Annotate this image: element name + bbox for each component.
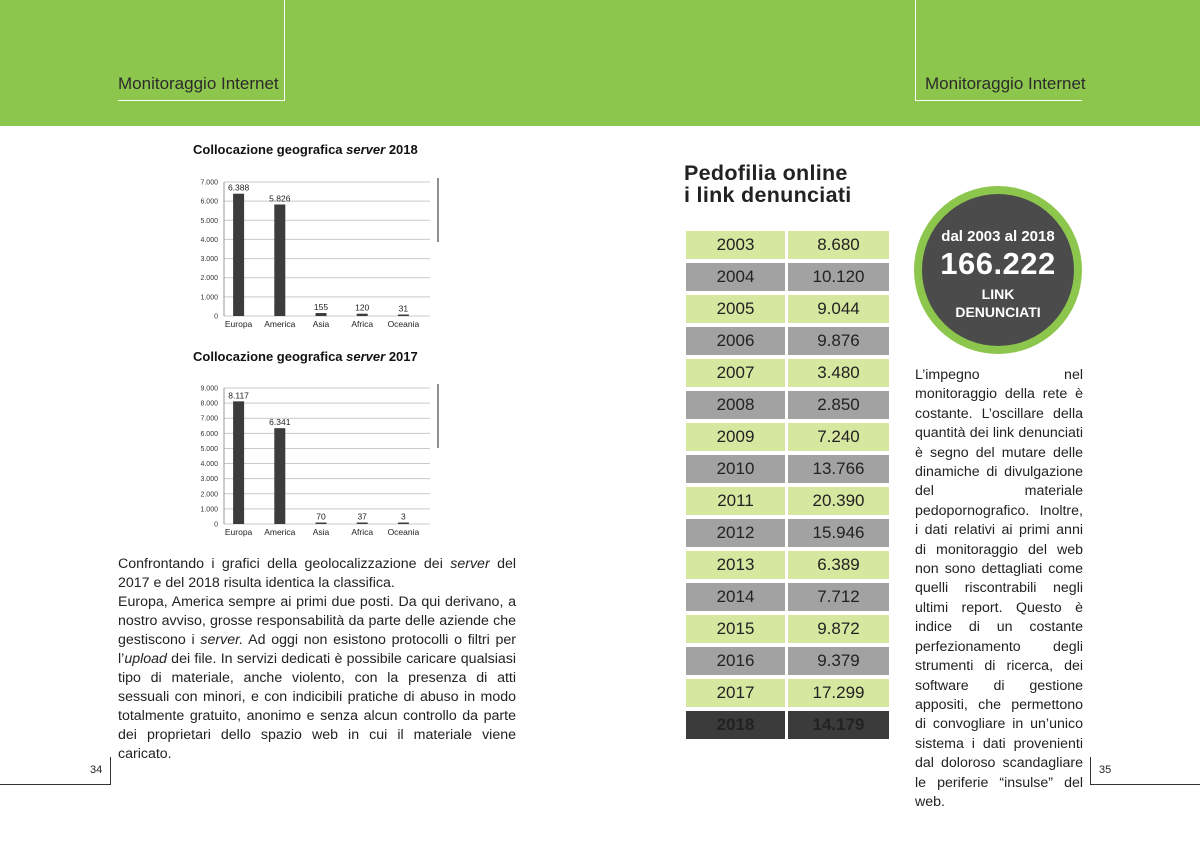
value-cell: 15.946 [788,519,889,547]
right-body-text: L’impegno nel monitoraggio della rete è costante. L’oscillare della quantità dei link denunciati è segno del mutare delle dinamiche di divulgazione del materiale pedopornografico. Inoltre, i dati relativi ai primi anni di monitoraggio del web non sono dettagliati come quelli riscontrabili negli ultimi report. Questo è indice di un costante perfezionamento degli strumenti di ricerca, dei software di gestione appositi, che permettono di convogliare in un’unico sistema i dati provenienti dal doloroso scandagliare le periferie “insulse” del web. [915,367,1083,810]
x-category-label: Africa [351,319,374,329]
value-cell: 7.240 [788,423,889,451]
y-tick-label: 3.000 [200,476,218,484]
year-cell: 2005 [686,295,785,323]
value-cell: 9.044 [788,295,889,323]
total-badge [914,186,1082,354]
footer-rule-left [0,784,110,785]
year-cell: 2018 [686,711,785,739]
y-tick-label: 7.000 [200,179,218,187]
value-cell: 13.766 [788,455,889,483]
links-table [683,227,892,743]
value-cell: 10.120 [788,263,889,291]
year-cell: 2013 [686,551,785,579]
table-row [686,263,889,291]
bar [316,313,327,316]
value-cell: 17.299 [788,679,889,707]
y-tick-label: 6.000 [200,198,218,206]
section-title [684,162,852,206]
table-row [686,327,889,355]
x-category-label: Europa [224,527,253,537]
running-header-right: Monitoraggio Internet [925,74,1086,93]
year-cell: 2004 [686,263,785,291]
table-row [686,359,889,387]
y-tick-label: 1.000 [200,506,218,514]
value-cell: 7.712 [788,583,889,611]
year-cell: 2012 [686,519,785,547]
table-row [686,295,889,323]
badge-caption-line-2: DENUNCIATI [955,304,1041,320]
section-title-line-1: Pedofilia online [684,161,848,185]
footer-rule-right [1090,784,1200,785]
bar [274,204,285,316]
y-tick-label: 2.000 [200,491,218,499]
badge-period: dal 2003 al 2018 [941,228,1055,245]
bar-value-label: 37 [357,511,367,522]
bar [233,194,244,316]
chart-server-2017 [190,378,450,542]
chart-title-2018: Collocazione geografica server 2018 [193,142,418,157]
year-cell: 2010 [686,455,785,483]
header-divider-right [915,0,916,100]
x-category-label: Oceania [387,527,420,537]
bar-value-label: 120 [355,302,370,313]
value-cell: 8.680 [788,231,889,259]
table-row [686,615,889,643]
bar-value-label: 5.826 [269,193,291,204]
badge-caption-line-1: LINK [981,286,1015,302]
y-tick-label: 6.000 [200,430,218,438]
bar-value-label: 6.388 [227,182,250,193]
bar-value-label: 6.341 [269,417,291,428]
y-tick-label: 3.000 [200,256,218,264]
year-cell: 2008 [686,391,785,419]
table-row [686,231,889,259]
value-cell: 14.179 [788,711,889,739]
bar-value-label: 70 [316,511,326,522]
page-number-left: 34 [90,764,103,776]
year-cell: 2015 [686,615,785,643]
y-tick-label: 9.000 [200,385,218,393]
x-category-label: America [264,319,296,329]
bar [357,314,368,316]
chart-title-2017: Collocazione geografica server 2017 [193,349,418,364]
bar-value-label: 31 [398,303,409,314]
footer-tick-right [1090,757,1091,785]
header-rule-right [915,100,1082,101]
y-tick-label: 5.000 [200,217,218,225]
year-cell: 2014 [686,583,785,611]
table-row [686,647,889,675]
y-tick-label: 2.000 [200,275,218,283]
bar [357,523,368,525]
running-header-left: Monitoraggio Internet [118,74,279,93]
value-cell: 20.390 [788,487,889,515]
x-category-label: Asia [312,319,330,329]
bar-value-label: 155 [313,302,329,313]
y-tick-label: 0 [214,521,218,529]
value-cell: 9.872 [788,615,889,643]
x-category-label: Oceania [387,319,420,329]
badge-total: 166.222 [940,246,1056,281]
bar [398,315,409,317]
year-cell: 2016 [686,647,785,675]
paragraph-2: Europa, America sempre ai primi due posti. Da qui derivano, a nostro avviso, grosse responsabilità da parte delle aziende che gestiscono i server. Ad oggi non esistono protocolli o filtri per l’upload dei file. In servizi dedicati è possibile caricare qualsiasi tipo di materiale, anche violento, con la presenza di atti sessuali con minori, e con indicibili pratiche di abuso in modo totalmente gratuito, anonimo e senza alcun controllo da parte dei proprietari dello spazio web in cui il materiale viene caricato. [118,594,516,762]
value-cell: 2.850 [788,391,889,419]
table-row [686,551,889,579]
value-cell: 9.876 [788,327,889,355]
table-row [686,679,889,707]
table-row [686,455,889,483]
bar [233,401,244,524]
header-divider-left [284,0,285,100]
table-row [686,519,889,547]
table-row [686,583,889,611]
section-title-line-2: i link denunciati [684,183,852,207]
bar [274,428,285,524]
y-tick-label: 0 [214,313,218,321]
y-tick-label: 5.000 [200,445,218,453]
year-cell: 2017 [686,679,785,707]
y-tick-label: 7.000 [200,415,218,423]
left-body-text [118,555,516,764]
year-cell: 2003 [686,231,785,259]
value-cell: 9.379 [788,647,889,675]
bar-value-label: 3 [401,511,406,522]
footer-tick-left [110,757,111,785]
table-row [686,423,889,451]
value-cell: 3.480 [788,359,889,387]
x-category-label: Europa [224,319,253,329]
chart-server-2018 [190,172,450,334]
year-cell: 2006 [686,327,785,355]
table-row [686,711,889,739]
value-cell: 6.389 [788,551,889,579]
total-badge-inner [922,194,1074,346]
header-band [0,0,1200,126]
table-row [686,391,889,419]
bar-value-label: 8.117 [228,390,249,401]
y-tick-label: 4.000 [200,461,218,469]
paragraph-1: Confrontando i grafici della geolocalizzazione dei server del 2017 e del 2018 risulta identica la classifica. [118,556,516,591]
header-rule-left [118,100,285,101]
x-category-label: America [264,527,296,537]
year-cell: 2011 [686,487,785,515]
page-number-right: 35 [1099,764,1112,776]
x-category-label: Africa [351,527,374,537]
y-tick-label: 1.000 [200,294,218,302]
y-tick-label: 4.000 [200,236,218,244]
year-cell: 2007 [686,359,785,387]
badge-caption [922,285,1074,321]
table-row [686,487,889,515]
x-category-label: Asia [312,527,330,537]
y-tick-label: 8.000 [200,400,218,408]
bar [316,523,327,525]
bar [398,523,409,525]
year-cell: 2009 [686,423,785,451]
